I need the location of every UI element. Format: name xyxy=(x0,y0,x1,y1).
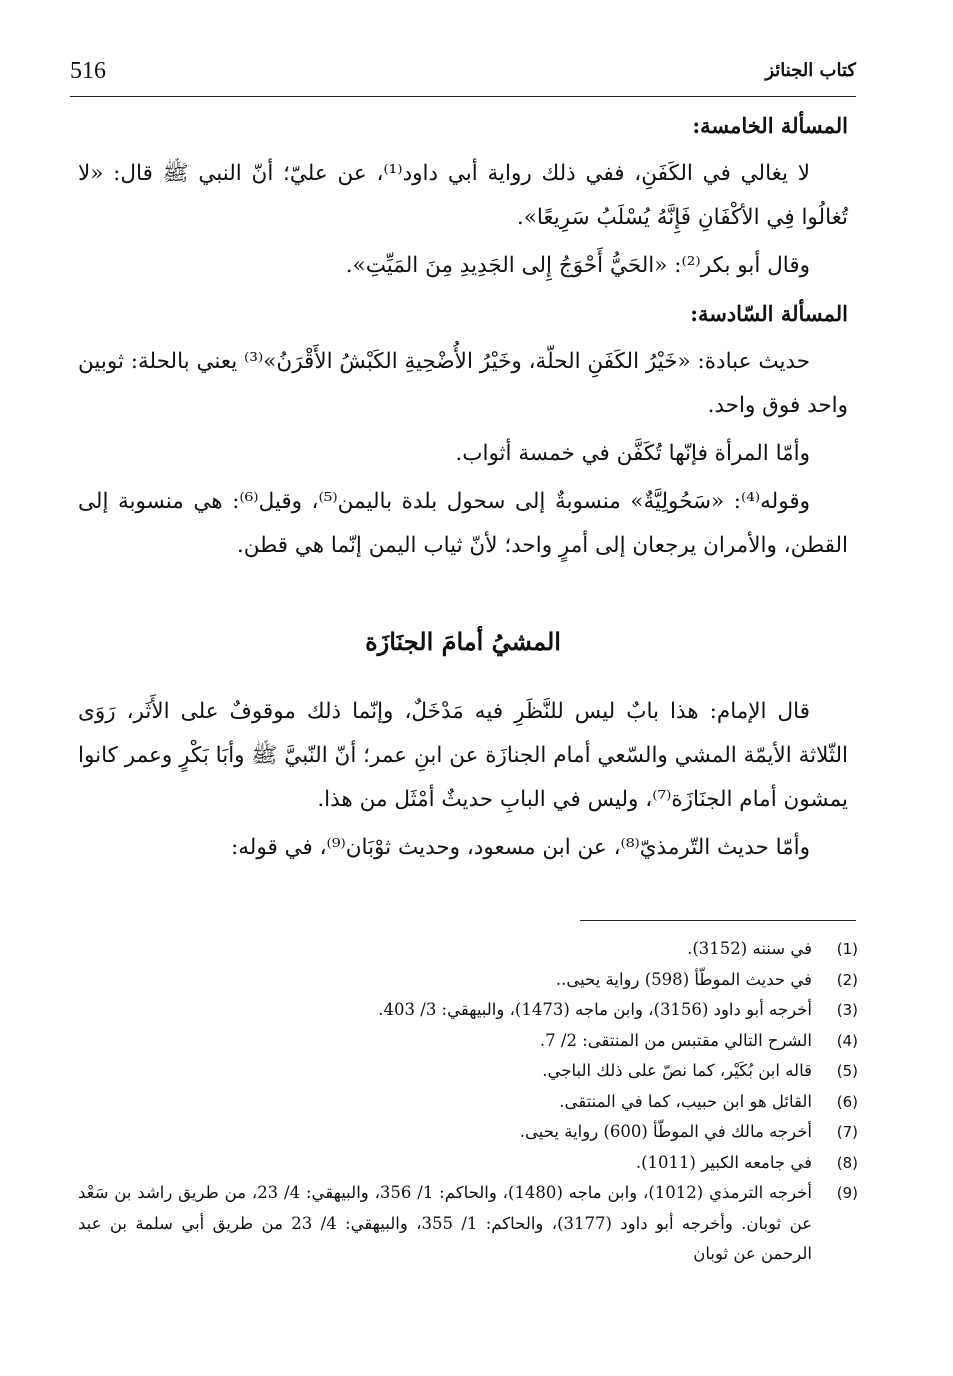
footnote-number: (7) xyxy=(836,1123,858,1141)
footnote-number: (1) xyxy=(836,940,858,958)
page-header xyxy=(70,52,856,96)
paragraph: حديث عبادة: «خَيْرُ الكَفَنِ الحلّة، وخَيْرُ الأُضْحِيةِ الكَبْشُ الأَقْرَنُ»⁽³⁾ يعني بالحلة: ثوبين واحد فوق واحد. xyxy=(78,349,848,418)
footnote xyxy=(78,1148,858,1179)
footnote-rule xyxy=(580,920,856,921)
footnote-number: (2) xyxy=(836,970,858,989)
footnote-text: أخرجه أبو داود (3156)، وابن ماجه (1473)، والبيهقي: 3/ 403. xyxy=(378,1000,812,1019)
footnote-text: في حديث الموطّأ (598) رواية يحيى.. xyxy=(555,969,812,989)
footnote-text: القائل هو ابن حبيب، كما في المنتقى. xyxy=(559,1091,812,1111)
paragraph: وأمّا حديث التّرمذيّ⁽⁸⁾، عن ابن مسعود، وحديث ثوْبَان⁽⁹⁾، في قوله: xyxy=(231,835,810,860)
footnote-number: (9) xyxy=(836,1184,858,1202)
footnote-text: أخرجه الترمذي (1012)، وابن ماجه (1480)، والحاكم: 1/ 356، والبيهقي: 4/ 23، من طريق راشد بن سَعْد عن ثوبان. وأخرجه أبو داود (3177)، والحاكم: 1/ 355، والبيهقي: 4/ 23 من طريق أبي سلمة بن عبد الرحمن عن ثوبان xyxy=(78,1183,813,1263)
header-rule xyxy=(70,96,856,97)
running-title: كتاب الجنائز xyxy=(765,60,856,81)
footnote xyxy=(78,1056,858,1087)
footnotes xyxy=(78,934,858,1270)
footnote-text: في سننه (3152). xyxy=(687,939,812,958)
footnote xyxy=(78,965,858,996)
footnote-number: (8) xyxy=(836,1153,858,1172)
page-number: 516 xyxy=(70,58,106,84)
footnote-text: الشرح التالي مقتبس من المنتقى: 2/ 7. xyxy=(539,1030,812,1050)
footnote-text: أخرجه مالك في الموطّأ (600) رواية يحيى. xyxy=(519,1122,812,1141)
footnote-text: قاله ابن بُكَيْر، كما نصّ على ذلك الباجي. xyxy=(542,1061,812,1080)
paragraph: قال الإمام: هذا بابٌ ليس للنَّظَرِ فيه مَدْخَلٌ، وإنّما ذلك موقوفٌ على الأَثَر، رَوَى الثّلاثة الأيمّة المشي والسّعي أمام الجنازَة عن ابنِ عمر؛ أنّ النّبيَّ ﷺ وأبَا بَكْرٍ وعمر كانوا يمشون أمام الجنَازَة⁽⁷⁾، وليس في البابِ حديثٌ أمْثَل من هذا. xyxy=(78,699,848,812)
heading-fifth-issue: المسألة الخامسة: xyxy=(692,113,848,138)
footnote xyxy=(78,1087,858,1118)
footnote xyxy=(78,1178,858,1270)
footnote xyxy=(78,995,858,1026)
footnote xyxy=(78,1117,858,1148)
section-title: المشيُ أمامَ الجنَازَة xyxy=(365,627,561,656)
footnote-number: (4) xyxy=(836,1031,858,1050)
footnote-number: (5) xyxy=(836,1062,858,1080)
footnote-number: (6) xyxy=(836,1092,858,1111)
footnote xyxy=(78,934,858,965)
paragraph: لا يغالي في الكَفَنِ، ففي ذلك رواية أبي داود⁽¹⁾، عن عليّ؛ أنّ النبي ﷺ قال: «لا تُغالُوا فِي الأكْفَانِ فَإِنَّهُ يُسْلَبُ سَرِيعًا». xyxy=(78,161,848,230)
paragraph: وقال أبو بكر⁽²⁾: «الحَيُّ أَحْوَجُ إِلى الجَدِيدِ مِنَ المَيِّتِ». xyxy=(345,253,810,278)
footnote-number: (3) xyxy=(836,1001,858,1019)
heading-sixth-issue: المسألة السّادسة: xyxy=(690,301,848,326)
paragraph: وقوله⁽⁴⁾: «سَحُولِيَّةٌ» منسوبةٌ إلى سحول بلدة باليمن⁽⁵⁾، وقيل⁽⁶⁾: هي منسوبة إلى القطن، والأمران يرجعان إلى أمرٍ واحد؛ لأنّ ثياب اليمن إنّما هي قطن. xyxy=(78,489,848,558)
footnote-text: في جامعه الكبير (1011). xyxy=(635,1152,812,1172)
footnote xyxy=(78,1026,858,1057)
main-text xyxy=(78,104,848,870)
paragraph: وأمّا المرأة فإنّها تُكَفَّن في خمسة أثواب. xyxy=(455,441,810,466)
